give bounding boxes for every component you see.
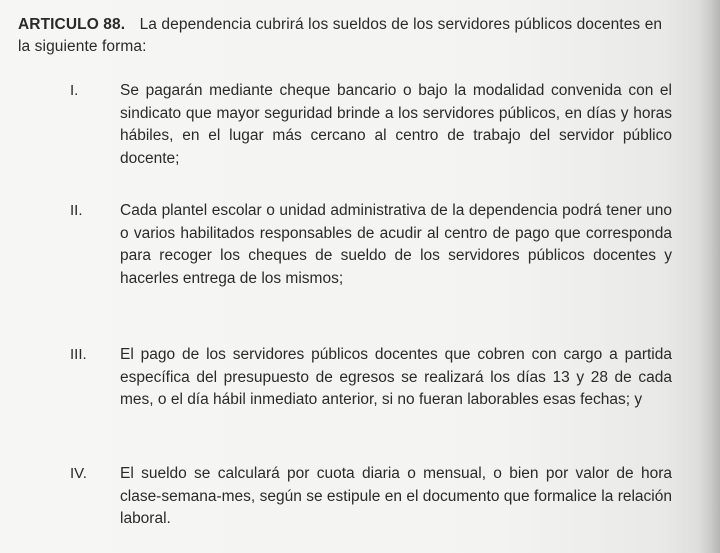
item-numeral: IV. <box>70 465 87 482</box>
item-text: Cada plantel escolar o unidad administrativa de la dependencia podrá tener uno o varios habilitados responsables de acudir al centro de pago que corresponda para recoger los cheques de sueldo de los servidores públicos docentes y hacerles entrega de los mismos; <box>120 202 672 287</box>
item-text: Se pagarán mediante cheque bancario o bajo la modalidad convenida con el sindicato que mayor seguridad brinde a los servidores públicos, en días y horas hábiles, en el lugar más cercano al centro de trabajo del servidor público docente; <box>120 82 672 167</box>
item-text: El pago de los servidores públicos docentes que cobren con cargo a partida específica del presupuesto de egresos se realizará los días 13 y 28 de cada mes, o el día hábil inmediato anterior, si no fueran laborables esas fechas; y <box>120 346 672 408</box>
article-number: ARTICULO 88. <box>18 16 126 33</box>
item-text: El sueldo se calculará por cuota diaria o mensual, o bien por valor de hora clase-semana-mes, según se estipule en el documento que formalice la relación laboral. <box>120 465 672 527</box>
article-intro: La dependencia cubrirá los sueldos de los servidores públicos docentes en la siguiente forma: <box>18 16 663 55</box>
page-edge-shadow <box>698 0 720 553</box>
item-numeral: I. <box>70 82 79 99</box>
item-numeral: II. <box>70 202 83 219</box>
article-heading <box>18 14 674 58</box>
item-numeral: III. <box>70 346 87 363</box>
